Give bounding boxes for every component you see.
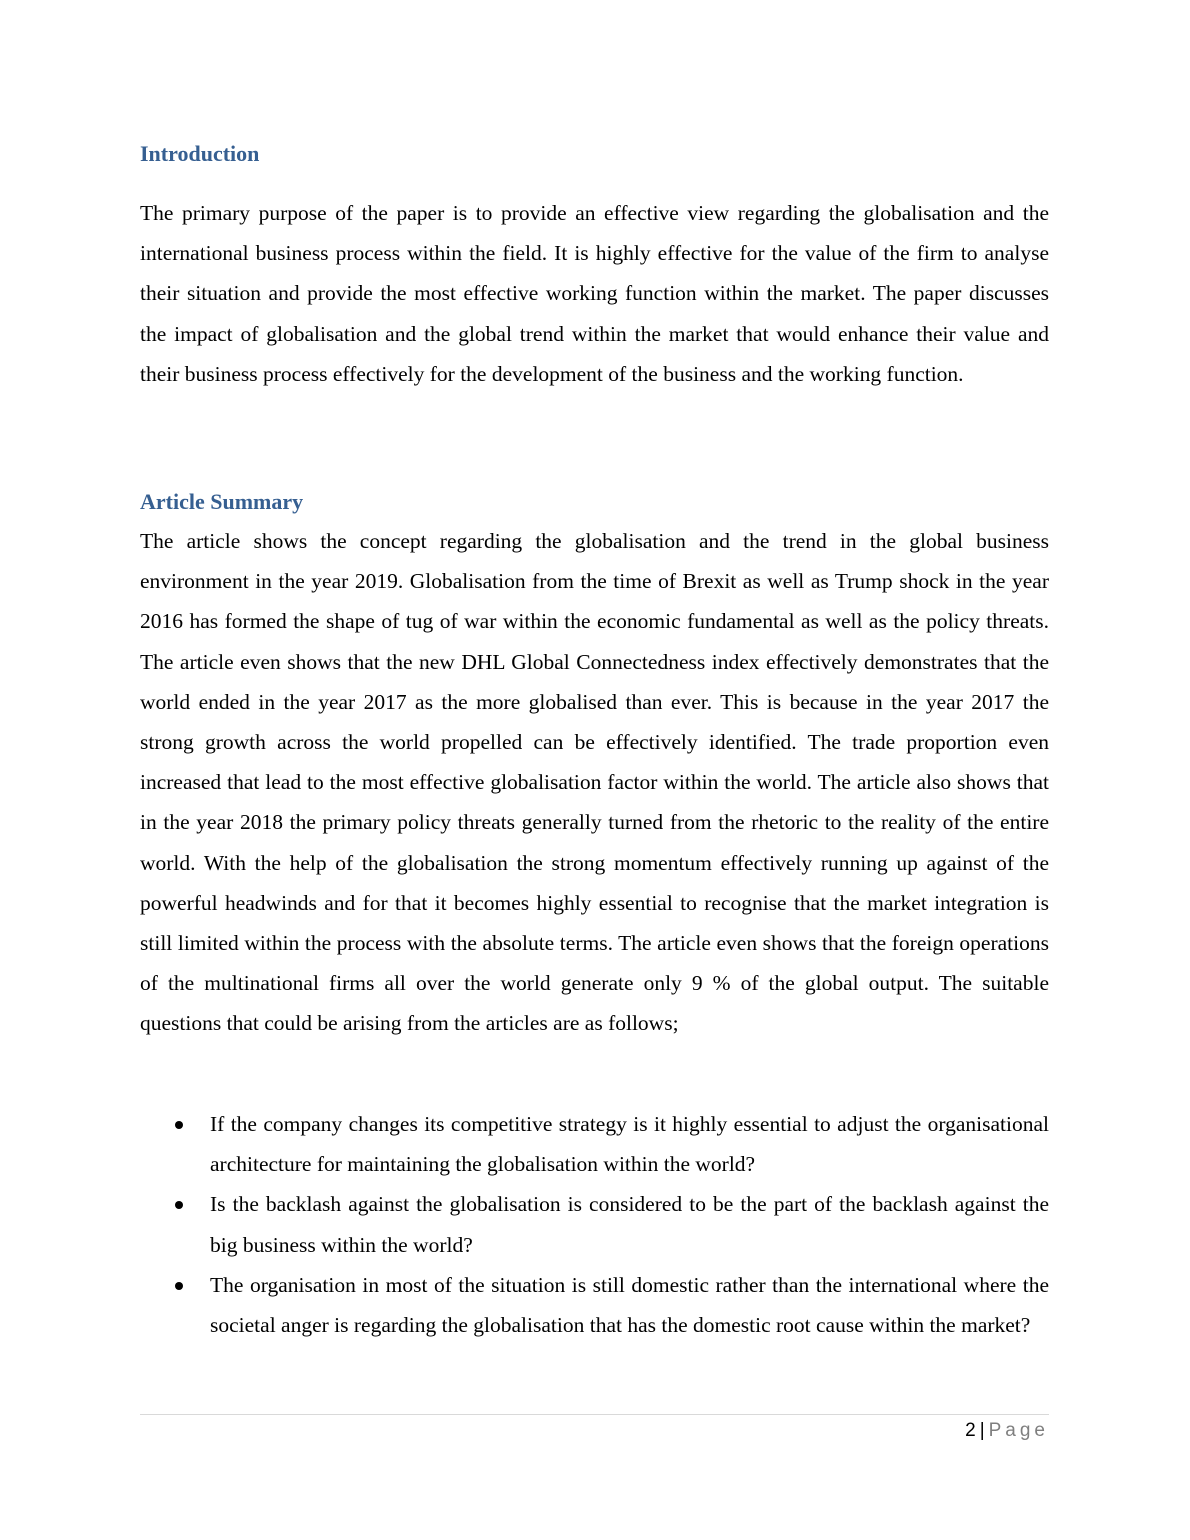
list-item-text: The organisation in most of the situation is still domestic rather than the international where the societal anger is regarding the globalisation that has the domestic root cause within the market?	[210, 1272, 1049, 1338]
list-item-text: Is the backlash against the globalisation is considered to be the part of the backlash against the big business within the world?	[210, 1192, 1049, 1257]
list-item	[140, 1104, 1049, 1184]
footer-separator: |	[979, 1420, 985, 1441]
list-item	[140, 1184, 1049, 1264]
page-footer	[965, 1418, 1049, 1444]
list-item-text: If the company changes its competitive strategy is it highly essential to adjust the organisational architecture for maintaining the globalisation within the world?	[210, 1112, 1049, 1177]
page-label: Page	[988, 1420, 1049, 1441]
page-number: 2	[965, 1420, 976, 1441]
questions-list	[140, 1104, 1049, 1345]
bullet-icon	[175, 1121, 183, 1129]
article-summary-heading: Article Summary	[140, 489, 304, 514]
list-item	[140, 1265, 1049, 1345]
bullet-icon	[175, 1282, 183, 1290]
introduction-heading: Introduction	[140, 141, 260, 166]
article-summary-paragraph: The article shows the concept regarding the globalisation and the trend in the global business environment in the year 2019. Globalisation from the time of Brexit as well as Trump shock in the year 2016 has formed the shape of tug of war within the economic fundamental as well as the policy threats. The article even shows that the new DHL Global Connectedness index effectively demonstrates that the world ended in the year 2017 as the more globalised than ever. This is because in the year 2017 the strong growth across the world propelled can be effectively identified. The trade proportion even increased that lead to the most effective globalisation factor within the world. The article also shows that in the year 2018 the primary policy threats generally turned from the rhetoric to the reality of the entire world. With the help of the globalisation the strong momentum effectively running up against of the powerful headwinds and for that it becomes highly essential to recognise that the market integration is still limited within the process with the absolute terms. The article even shows that the foreign operations of the multinational firms all over the world generate only 9 % of the global output. The suitable questions that could be arising from the articles are as follows;	[140, 529, 1049, 1036]
bullet-icon	[175, 1201, 183, 1209]
introduction-paragraph: The primary purpose of the paper is to provide an effective view regarding the globalisation and the international business process within the field. It is highly effective for the value of the firm to analyse their situation and provide the most effective working function within the market. The paper discusses the impact of globalisation and the global trend within the market that would enhance their value and their business process effectively for the development of the business and the working function.	[140, 201, 1049, 386]
footer-divider	[140, 1414, 1049, 1415]
